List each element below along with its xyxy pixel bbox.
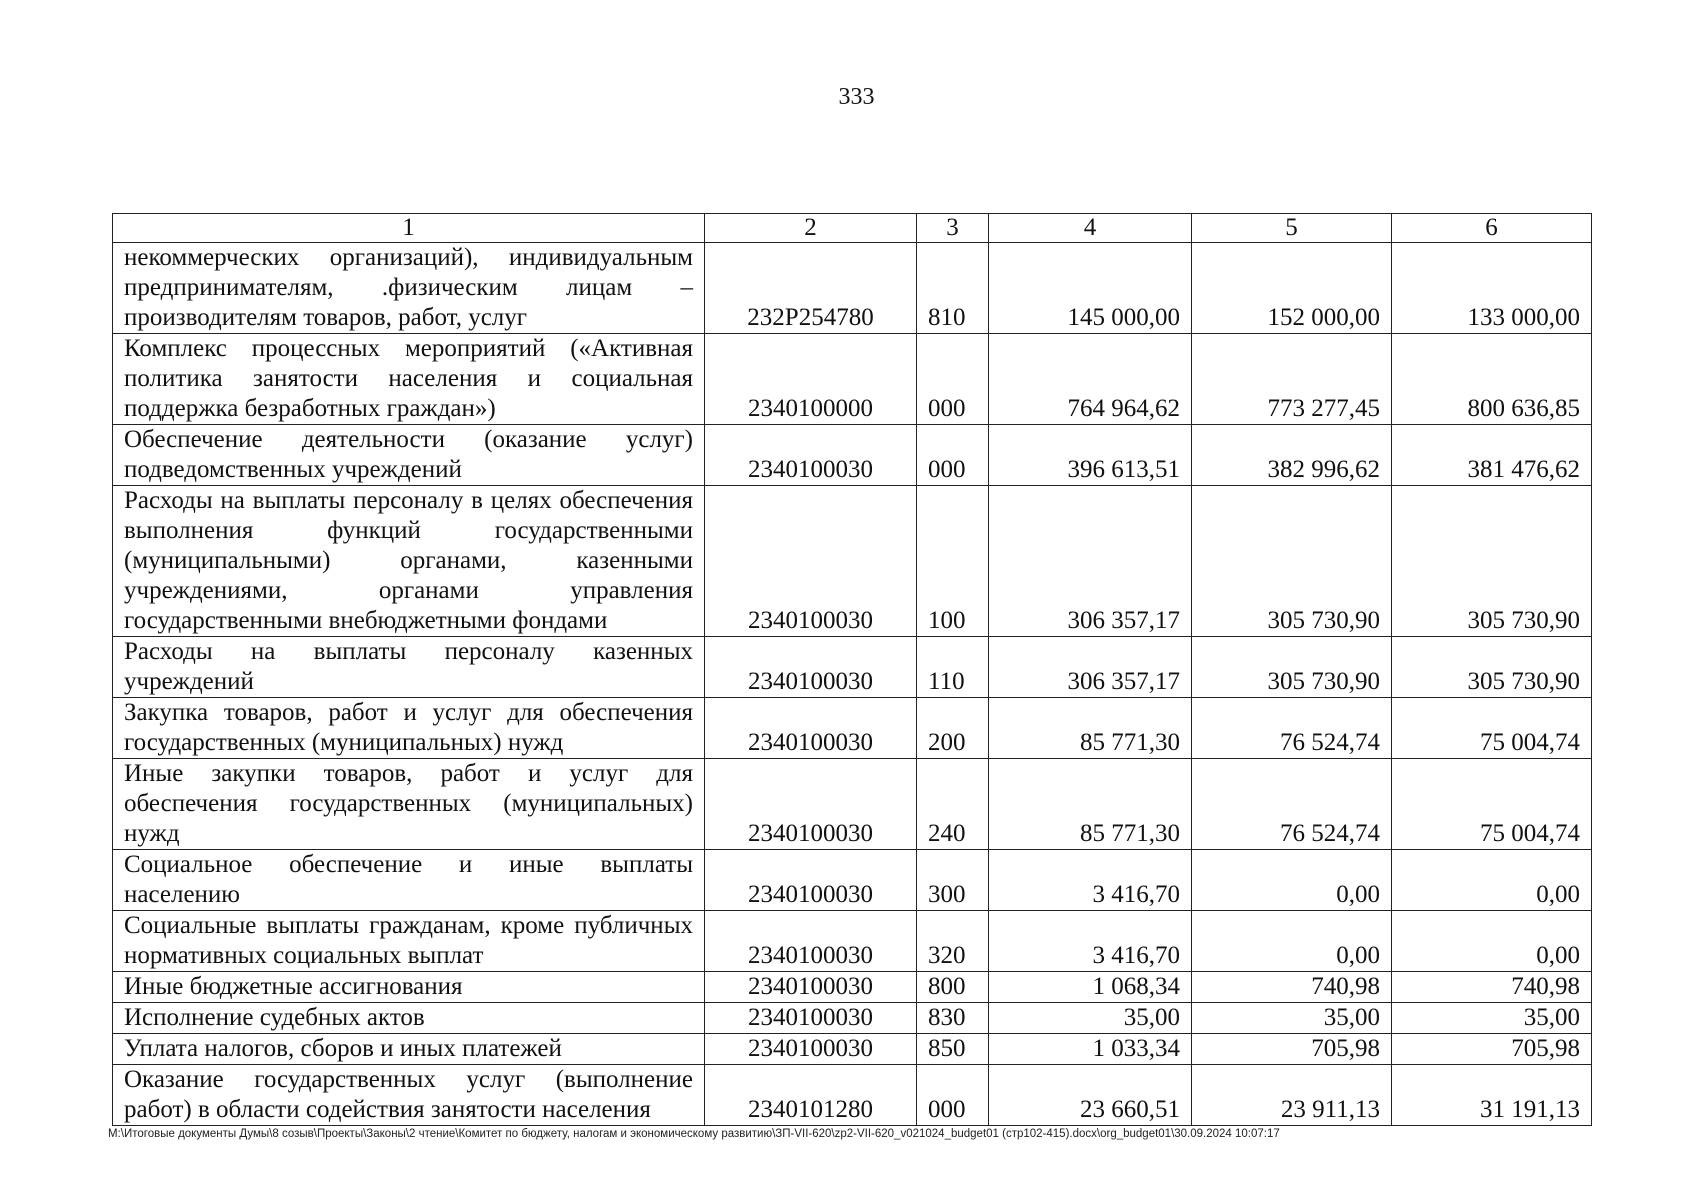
target-code-cell: 2340100030 <box>705 911 917 972</box>
expense-name-cell: Социальные выплаты гражданам, кроме публичных нормативных социальных выплат <box>113 911 705 972</box>
expense-type-cell: 800 <box>917 972 989 1003</box>
target-code-cell: 2340100030 <box>705 759 917 850</box>
table-row <box>113 243 1592 334</box>
expense-type-cell: 200 <box>917 698 989 759</box>
amount-cell-col6: 35,00 <box>1392 1003 1592 1034</box>
page-number: 333 <box>838 84 875 110</box>
column-header: 3 <box>917 214 989 243</box>
expense-name-cell: Оказание государственных услуг (выполнение работ) в области содействия занятости населения <box>113 1065 705 1126</box>
expense-name-cell: Уплата налогов, сборов и иных платежей <box>113 1034 705 1065</box>
column-header: 2 <box>705 214 917 243</box>
amount-cell-col5: 305 730,90 <box>1192 486 1392 637</box>
amount-cell-col4: 145 000,00 <box>989 243 1192 334</box>
expense-name-cell: Расходы на выплаты персоналу в целях обеспечения выполнения функций государственными (муниципальными) органами, казенными учреждениями, органами управления государственными внебюджетными фондами <box>113 486 705 637</box>
expense-type-cell: 240 <box>917 759 989 850</box>
amount-cell-col6: 133 000,00 <box>1392 243 1592 334</box>
amount-cell-col6: 800 636,85 <box>1392 334 1592 425</box>
target-code-cell: 2340100030 <box>705 850 917 911</box>
table-header-row <box>113 214 1592 243</box>
expense-name-cell: Иные бюджетные ассигнования <box>113 972 705 1003</box>
amount-cell-col6: 705,98 <box>1392 1034 1592 1065</box>
expense-type-cell: 000 <box>917 425 989 486</box>
target-code-cell: 2340100000 <box>705 334 917 425</box>
table-row <box>113 850 1592 911</box>
table-row <box>113 1065 1592 1126</box>
amount-cell-col5: 382 996,62 <box>1192 425 1392 486</box>
amount-cell-col6: 305 730,90 <box>1392 486 1592 637</box>
column-header: 4 <box>989 214 1192 243</box>
amount-cell-col6: 75 004,74 <box>1392 698 1592 759</box>
expense-type-cell: 830 <box>917 1003 989 1034</box>
amount-cell-col5: 23 911,13 <box>1192 1065 1392 1126</box>
expense-name-cell: Обеспечение деятельности (оказание услуг) подведомственных учреждений <box>113 425 705 486</box>
target-code-cell: 2340100030 <box>705 637 917 698</box>
table-row <box>113 1003 1592 1034</box>
amount-cell-col6: 381 476,62 <box>1392 425 1592 486</box>
expense-name-cell: некоммерческих организаций), индивидуальным предпринимателям, .физическим лицам – производителям товаров, работ, услуг <box>113 243 705 334</box>
table-row <box>113 698 1592 759</box>
expense-type-cell: 000 <box>917 334 989 425</box>
table-row <box>113 759 1592 850</box>
table-row <box>113 486 1592 637</box>
amount-cell-col5: 705,98 <box>1192 1034 1392 1065</box>
table-row <box>113 972 1592 1003</box>
amount-cell-col5: 152 000,00 <box>1192 243 1392 334</box>
expense-type-cell: 320 <box>917 911 989 972</box>
target-code-cell: 2340100030 <box>705 972 917 1003</box>
amount-cell-col4: 306 357,17 <box>989 637 1192 698</box>
expense-type-cell: 850 <box>917 1034 989 1065</box>
amount-cell-col4: 3 416,70 <box>989 911 1192 972</box>
target-code-cell: 2340100030 <box>705 1034 917 1065</box>
amount-cell-col4: 1 033,34 <box>989 1034 1192 1065</box>
amount-cell-col5: 0,00 <box>1192 911 1392 972</box>
table-row <box>113 911 1592 972</box>
amount-cell-col5: 740,98 <box>1192 972 1392 1003</box>
amount-cell-col4: 85 771,30 <box>989 698 1192 759</box>
amount-cell-col6: 0,00 <box>1392 911 1592 972</box>
amount-cell-col4: 23 660,51 <box>989 1065 1192 1126</box>
amount-cell-col6: 740,98 <box>1392 972 1592 1003</box>
amount-cell-col5: 35,00 <box>1192 1003 1392 1034</box>
column-header: 6 <box>1392 214 1592 243</box>
column-header: 5 <box>1192 214 1392 243</box>
table-row <box>113 334 1592 425</box>
expense-type-cell: 110 <box>917 637 989 698</box>
amount-cell-col5: 0,00 <box>1192 850 1392 911</box>
amount-cell-col4: 85 771,30 <box>989 759 1192 850</box>
expense-type-cell: 100 <box>917 486 989 637</box>
target-code-cell: 2340100030 <box>705 698 917 759</box>
target-code-cell: 2340101280 <box>705 1065 917 1126</box>
amount-cell-col4: 396 613,51 <box>989 425 1192 486</box>
expense-name-cell: Иные закупки товаров, работ и услуг для обеспечения государственных (муниципальных) нужд <box>113 759 705 850</box>
expense-name-cell: Закупка товаров, работ и услуг для обеспечения государственных (муниципальных) нужд <box>113 698 705 759</box>
target-code-cell: 2340100030 <box>705 425 917 486</box>
amount-cell-col5: 305 730,90 <box>1192 637 1392 698</box>
expense-name-cell: Комплекс процессных мероприятий («Активная политика занятости населения и социальная поддержка безработных граждан») <box>113 334 705 425</box>
amount-cell-col6: 305 730,90 <box>1392 637 1592 698</box>
expense-name-cell: Расходы на выплаты персоналу казенных учреждений <box>113 637 705 698</box>
amount-cell-col4: 764 964,62 <box>989 334 1192 425</box>
budget-table <box>112 213 1592 1126</box>
expense-name-cell: Исполнение судебных актов <box>113 1003 705 1034</box>
target-code-cell: 2340100030 <box>705 1003 917 1034</box>
amount-cell-col4: 3 416,70 <box>989 850 1192 911</box>
amount-cell-col4: 1 068,34 <box>989 972 1192 1003</box>
amount-cell-col5: 76 524,74 <box>1192 759 1392 850</box>
table-row <box>113 425 1592 486</box>
amount-cell-col5: 76 524,74 <box>1192 698 1392 759</box>
amount-cell-col5: 773 277,45 <box>1192 334 1392 425</box>
amount-cell-col4: 35,00 <box>989 1003 1192 1034</box>
target-code-cell: 232Р254780 <box>705 243 917 334</box>
expense-type-cell: 300 <box>917 850 989 911</box>
amount-cell-col6: 75 004,74 <box>1392 759 1592 850</box>
expense-type-cell: 810 <box>917 243 989 334</box>
target-code-cell: 2340100030 <box>705 486 917 637</box>
column-header: 1 <box>113 214 705 243</box>
expense-type-cell: 000 <box>917 1065 989 1126</box>
document-file-path: M:\Итоговые документы Думы\8 созыв\Проекты\Законы\2 чтение\Комитет по бюджету, налогам и экономическому развитию\ЗП-VII-620\zp2-VII-620_v021024_budget01 (стр102-415).docx\org_budget01\30.09.2024 10:07:17 <box>108 1128 1280 1140</box>
amount-cell-col4: 306 357,17 <box>989 486 1192 637</box>
table-row <box>113 1034 1592 1065</box>
amount-cell-col6: 0,00 <box>1392 850 1592 911</box>
table-row <box>113 637 1592 698</box>
amount-cell-col6: 31 191,13 <box>1392 1065 1592 1126</box>
expense-name-cell: Социальное обеспечение и иные выплаты населению <box>113 850 705 911</box>
